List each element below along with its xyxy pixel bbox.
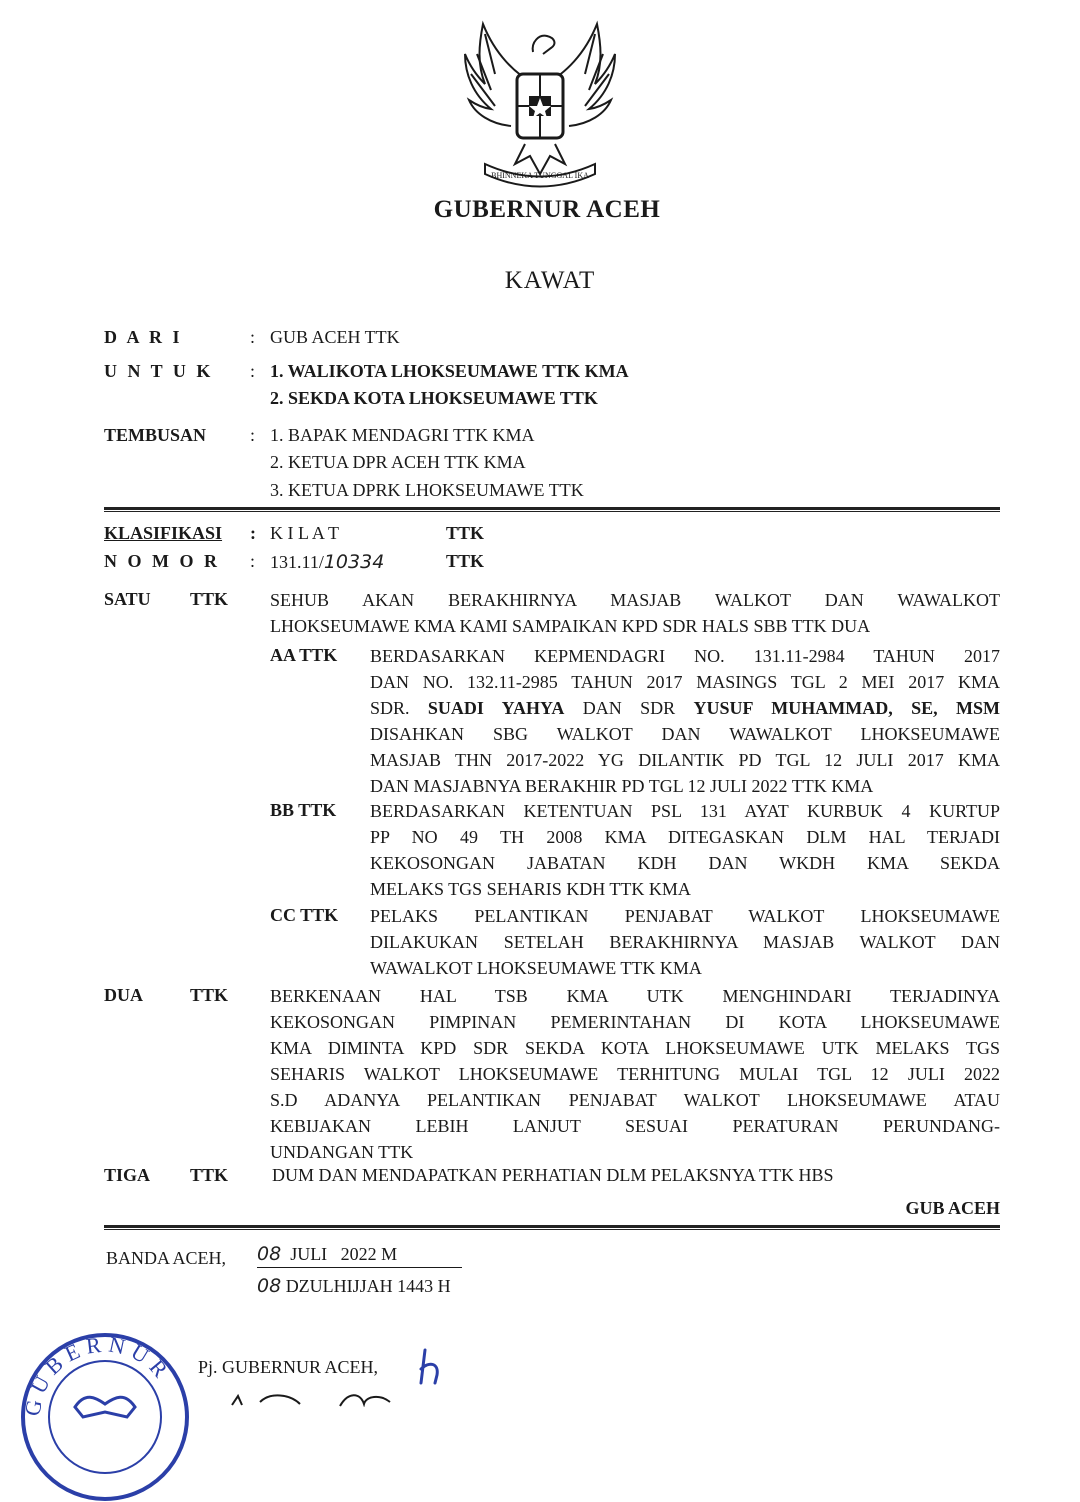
- name-suadi: SUADI YAHYA: [427, 698, 565, 718]
- untuk-item-2: 2. SEKDA KOTA LHOKSEUMAWE TTK: [270, 388, 598, 408]
- tembusan-label: TEMBUSAN: [104, 425, 207, 445]
- nomor-handwritten: 10334: [323, 551, 385, 573]
- cc-text: PELAKS PELANTIKAN PENJABAT WALKOT LHOKSEUMAWE DILAKUKAN SETELAH BERAKHIRNYA MASJAB WALKOT DAN WAWALKOT LHOKSEUMAWE TTK KMA: [370, 906, 1000, 978]
- dari-value: GUB ACEH TTK: [270, 327, 400, 347]
- klasifikasi-ttk: TTK: [446, 523, 485, 543]
- colon: :: [250, 327, 256, 347]
- bb-text: BERDASARKAN KETENTUAN PSL 131 AYAT KURBUK 4 KURTUP PP NO 49 TH 2008 KMA DITEGASKAN DLM HAL TERJADI KEKOSONGAN JABATAN KDH DAN WKDH KMA SEKDA MELAKS TGS SEHARIS KDH TTK KMA: [370, 801, 1000, 899]
- colon: :: [250, 523, 256, 543]
- dua-ttk: TTK: [190, 985, 229, 1005]
- tembusan-item-3: 3. KETUA DPRK LHOKSEUMAWE TTK: [270, 480, 584, 500]
- page-title: GUBERNUR ACEH: [433, 196, 661, 223]
- klasifikasi-value: K I L A T: [270, 523, 340, 543]
- divider: [104, 1225, 1000, 1230]
- signature-icon: [230, 1390, 450, 1407]
- dua-text: BERKENAAN HAL TSB KMA UTK MENGHINDARI TERJADINYA KEKOSONGAN PIMPINAN PEMERINTAHAN DI KOTA LHOKSEUMAWE KMA DIMINTA KPD SDR SEKDA KOTA LHOKSEUMAWE UTK MELAKS TGS SEHARIS WALKOT LHOKSEUMAWE TERHITUNG MULAI TGL 12 JULI 2022 S.D ADANYA PELANTIKAN PENJABAT WALKOT LHOKSEUMAWE ATAU KEBIJAKAN LEBIH LANJUT SESUAI PERATURAN PERUNDANG- UNDANGAN TTK: [270, 986, 1000, 1162]
- satu-text: SEHUB AKAN BERAKHIRNYA MASJAB WALKOT DAN WAWALKOT LHOKSEUMAWE KMA KAMI SAMPAIKAN KPD SDR HALS SBB TTK DUA: [270, 590, 1000, 636]
- colon: :: [250, 551, 256, 571]
- klasifikasi-label: KLASIFIKASI: [104, 523, 223, 543]
- nomor-label: N O M O R: [104, 551, 220, 571]
- sign-off: GUB ACEH: [905, 1198, 1000, 1218]
- bb-label: BB TTK: [270, 800, 337, 820]
- hijri-day-handwritten: 08: [257, 1275, 282, 1297]
- divider: [104, 507, 1000, 512]
- untuk-label: U N T U K: [104, 361, 214, 381]
- place-label: BANDA ACEH,: [106, 1248, 227, 1268]
- official-stamp-icon: [15, 1322, 195, 1502]
- aa-text: BERDASARKAN KEPMENDAGRI NO. 131.11-2984 TAHUN 2017 DAN NO. 132.11-2985 TAHUN 2017 MASINGS TGL 2 MEI 2017 KMA SDR. SUADI YAHYA DAN SDR YUSUF MUHAMMAD, SE, MSM DISAHKAN SBG WALKOT DAN WAWALKOT LHOKSEUMAWE MASJAB THN 2017-2022 YG DILANTIK PD TGL 12 JULI 2017 KMA DAN MASJABNYA BERAKHIR PD TGL 12 JULI 2022 TTK KMA: [370, 646, 1001, 796]
- satu-label: SATU: [104, 589, 151, 609]
- tembusan-item-1: 1. BAPAK MENDAGRI TTK KMA: [270, 425, 535, 445]
- name-yusuf: YUSUF MUHAMMAD, SE, MSM: [693, 698, 1001, 718]
- date-day-handwritten: 08: [257, 1243, 282, 1265]
- colon: :: [250, 425, 256, 445]
- date-line: 08 JULI 2022 M: [257, 1243, 462, 1268]
- signatory-title: Pj. GUBERNUR ACEH,: [198, 1357, 379, 1377]
- tiga-ttk: TTK: [190, 1165, 229, 1185]
- tiga-label: TIGA: [104, 1165, 151, 1185]
- dari-label: D A R I: [104, 327, 183, 347]
- nomor-value: 131.11/10334: [270, 551, 385, 573]
- cc-label: CC TTK: [270, 905, 339, 925]
- colon: :: [250, 361, 256, 381]
- document-type: KAWAT: [504, 267, 596, 294]
- satu-ttk: TTK: [190, 589, 229, 609]
- paraf-icon: [415, 1345, 455, 1390]
- untuk-item-1: 1. WALIKOTA LHOKSEUMAWE TTK KMA: [270, 361, 629, 381]
- hijri-date: 08 DZULHIJJAH 1443 H: [257, 1275, 451, 1297]
- dua-label: DUA: [104, 985, 143, 1005]
- svg-text:BHINNEKA TUNGGAL IKA: BHINNEKA TUNGGAL IKA: [491, 171, 589, 180]
- tiga-text: DUM DAN MENDAPATKAN PERHATIAN DLM PELAKSNYA TTK HBS: [272, 1165, 834, 1185]
- nomor-ttk: TTK: [446, 551, 485, 571]
- aa-label: AA TTK: [270, 645, 338, 665]
- tembusan-item-2: 2. KETUA DPR ACEH TTK KMA: [270, 452, 526, 472]
- garuda-emblem-icon: [455, 14, 625, 192]
- svg-text:GUBERNUR: GUBERNUR: [19, 1331, 177, 1418]
